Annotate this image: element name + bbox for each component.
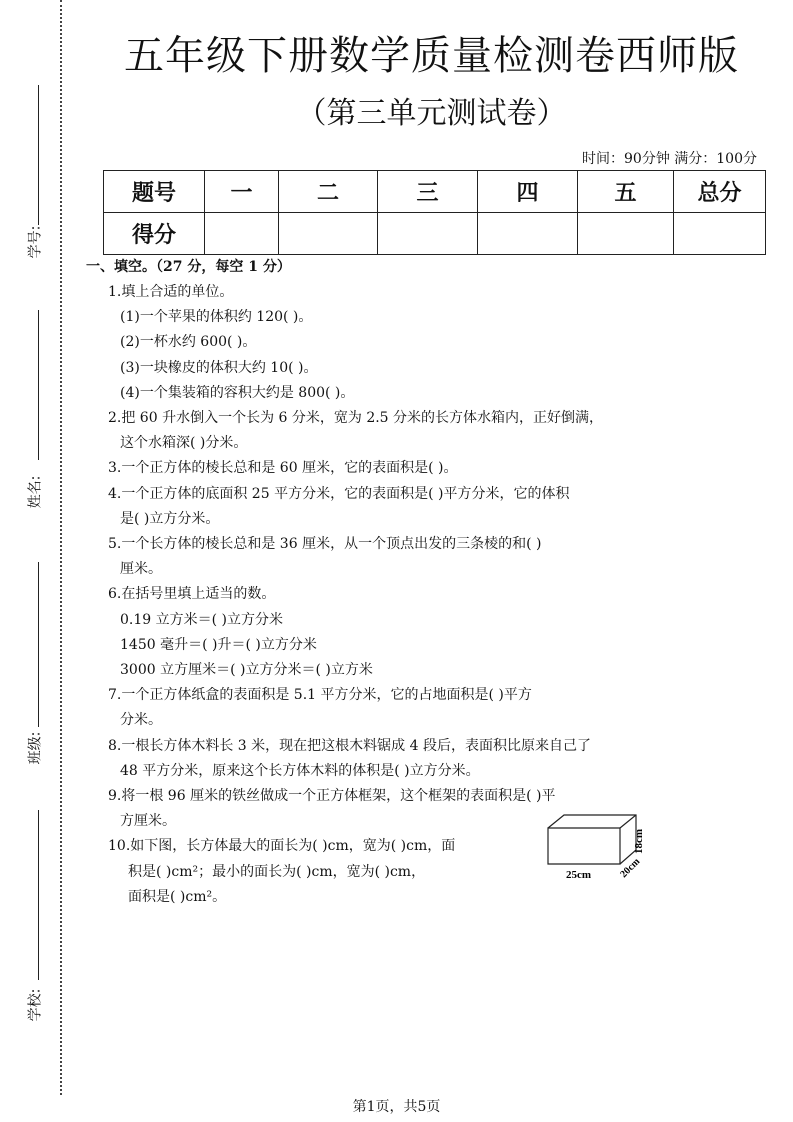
page-title: 五年级下册数学质量检测卷西师版 [124, 33, 739, 79]
binding-dotted-line [60, 0, 62, 1095]
score-row-label: 得分 [104, 213, 205, 255]
question-line: 5.一个长方体的棱长总和是 36 厘米，从一个顶点出发的三条棱的和( ) [108, 536, 542, 552]
width-label: 20cm [618, 856, 643, 881]
question-line: 厘米。 [120, 561, 162, 578]
question-line: (3)一块橡皮的体积大约 10( )。 [120, 359, 318, 376]
length-label: 25cm [566, 869, 592, 881]
header-cell: 三 [378, 171, 478, 213]
header-cell: 二 [279, 171, 378, 213]
cuboid-figure [540, 812, 645, 884]
score-cell[interactable] [674, 213, 766, 255]
section-title: 一、填空。（27 分，每空 1 分） [86, 259, 291, 275]
header-cell: 五 [578, 171, 674, 213]
question-line: 8.一根长方体木料长 3 米，现在把这根木料锯成 4 段后，表面积比原来自己了 [108, 737, 591, 754]
score-cell[interactable] [205, 213, 279, 255]
question-line: 1450 毫升＝( )升＝( )立方分米 [120, 636, 317, 653]
question-line: 是( )立方分米。 [120, 510, 220, 527]
question-line: 这个水箱深( )分米。 [120, 435, 248, 452]
name-line [38, 310, 39, 460]
question-line: 7.一个正方体纸盒的表面积是 5.1 平方分米，它的占地面积是( )平方 [108, 687, 532, 704]
header-cell: 一 [205, 171, 279, 213]
header-cell: 总分 [674, 171, 766, 213]
question-line: 4.一个正方体的底面积 25 平方分米，它的表面积是( )平方分米，它的体积 [108, 485, 570, 502]
school-label: 学校: [27, 988, 44, 1022]
student-id-label: 学号: [27, 225, 44, 259]
score-cell[interactable] [478, 213, 578, 255]
question-line: 6.在括号里填上适当的数。 [108, 586, 276, 603]
question-line: 10.如下图，长方体最大的面长为( )cm，宽为( )cm，面 [108, 838, 456, 855]
question-line: (4)一个集装箱的容积大约是 800( )。 [120, 384, 355, 401]
question-line: 面积是( )cm²。 [128, 888, 227, 905]
school-line [38, 810, 39, 980]
question-line: 3.一个正方体的棱长总和是 60 厘米，它的表面积是( )。 [108, 460, 458, 477]
header-cell: 题号 [104, 171, 205, 213]
question-line: 积是( )cm²；最小的面长为( )cm，宽为( )cm， [128, 863, 426, 880]
class-label: 班级: [27, 731, 44, 765]
question-line: 1.填上合适的单位。 [108, 284, 234, 300]
question-line: 3000 立方厘米＝( )立方分米＝( )立方米 [120, 662, 373, 678]
question-line: (1)一个苹果的体积约 120( )。 [120, 309, 313, 326]
question-line: 48 平方分米，原来这个长方体木料的体积是( )立方分米。 [120, 762, 480, 779]
score-cell[interactable] [378, 213, 478, 255]
name-label: 姓名: [27, 475, 44, 509]
question-line: 分米。 [120, 712, 162, 729]
score-table-header [104, 171, 766, 213]
score-cell[interactable] [578, 213, 674, 255]
exam-meta: 时间：90分钟 满分：100分 [582, 151, 757, 167]
score-table [103, 170, 766, 255]
question-line: (2)一杯水约 600( )。 [120, 334, 257, 351]
score-cell[interactable] [279, 213, 378, 255]
score-row [104, 213, 766, 255]
height-label: 18cm [633, 828, 645, 854]
header-cell: 四 [478, 171, 578, 213]
question-line: 2.把 60 升水倒入一个长为 6 分米，宽为 2.5 分米的长方体水箱内，正好倒满， [108, 410, 604, 426]
question-line: 9.将一根 96 厘米的铁丝做成一个正方体框架，这个框架的表面积是( )平 [108, 788, 556, 804]
question-line: 方厘米。 [120, 813, 176, 830]
page-subtitle: （第三单元测试卷） [296, 96, 567, 131]
class-line [38, 562, 39, 727]
question-line: 0.19 立方米＝( )立方分米 [120, 611, 283, 628]
page-footer: 第1页，共5页 [352, 1099, 441, 1115]
